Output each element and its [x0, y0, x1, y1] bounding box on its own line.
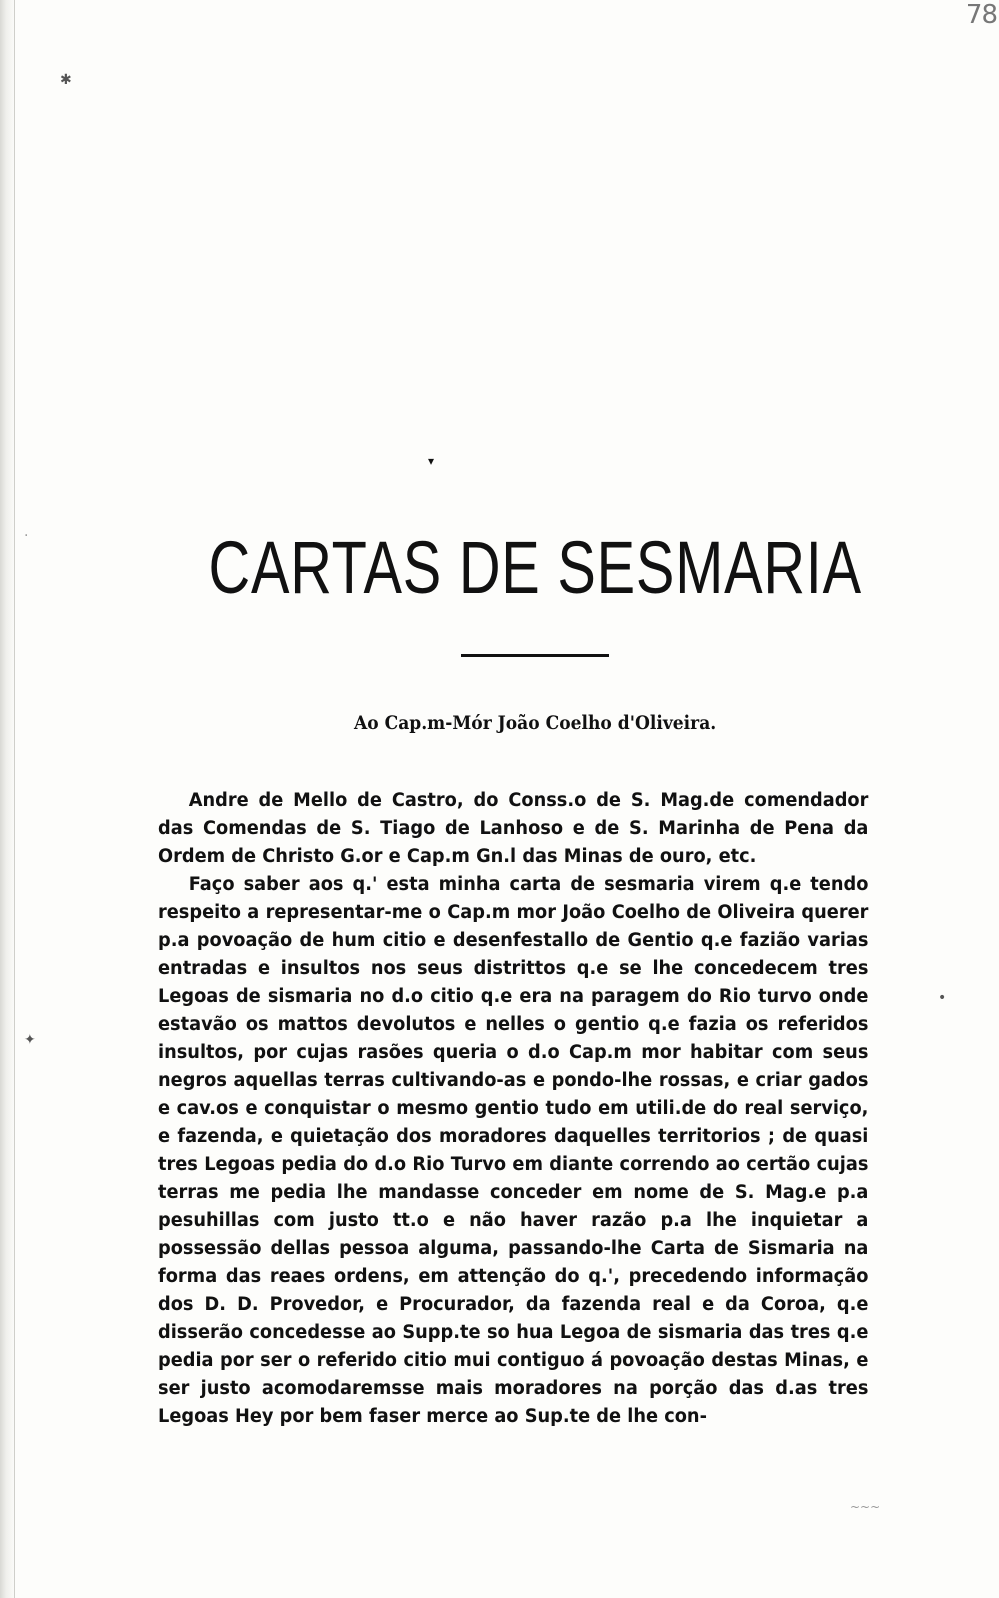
- ornament-dot-icon: ▾: [428, 454, 435, 468]
- margin-speck-icon: ~~~: [850, 1500, 881, 1514]
- margin-speck-icon: ✱: [60, 72, 72, 88]
- paragraph: Faço saber aos q.' esta minha carta de sesmaria virem q.e tendo respeito a representar-me o Cap.m mor João Coelho de Oliveira querer p.a povoação de hum citio e desenfestallo de Gentio q.e fazião varias entradas e insultos nos seus distrittos q.e se lhe concedecem tres Legoas de sismaria no d.o citio q.e era na paragem do Rio turvo onde estavão os mattos devolutos e nelles o gentio q.e fazia os referidos insultos, por cujas rasões queria o d.o Cap.m mor habitar com seus negros aquellas terras cultivando-as e pondo-lhe rossas, e criar gados e cav.os e conquistar o mesmo gentio tudo em utili.de do real serviço, e fazenda, e quietação dos moradores daquelles territorios ; de quasi tres Legoas pedia do d.o Rio Turvo em diante correndo ao certão cujas terras me pedia lhe mandasse conceder em nome de S. Mag.e p.a pesuhillas com justo tt.o e não haver razão p.a lhe inquietar a possessão dellas pessoa alguma, passando-lhe Carta de Sismaria na forma das reaes ordens, em attenção do q.', precedendo informação dos D. D. Provedor, e Procurador, da fazenda real e da Coroa, q.e disserão concedesse ao Supp.te so hua Legoa de sismaria das tres q.e pedia por ser o referido citio mui contiguo á povoação destas Minas, e ser justo acomodaremsse mais moradores na porção das d.as tres Legoas Hey por bem faser merce ao Sup.te de lhe con-: [158, 874, 869, 1427]
- letter-heading: Ao Cap.m-Mór João Coelho d'Oliveira.: [353, 712, 717, 734]
- paragraph: Andre de Mello de Castro, do Conss.o de S. Mag.de comendador das Comendas de S. Tiago de Lanhoso e de S. Marinha de Pena da Ordem de Christo G.or e Cap.m Gn.l das Minas de ouro, etc.: [158, 790, 869, 867]
- binding-edge: [0, 0, 15, 1598]
- margin-speck-icon: •: [938, 990, 947, 1006]
- page-title: CARTAS DE SESMARIA: [208, 526, 862, 609]
- page-number: 78: [965, 0, 997, 30]
- margin-speck-icon: ·: [24, 528, 29, 544]
- title-divider: [461, 654, 609, 657]
- margin-speck-icon: ✦: [24, 1032, 36, 1048]
- letter-body: [158, 787, 868, 1431]
